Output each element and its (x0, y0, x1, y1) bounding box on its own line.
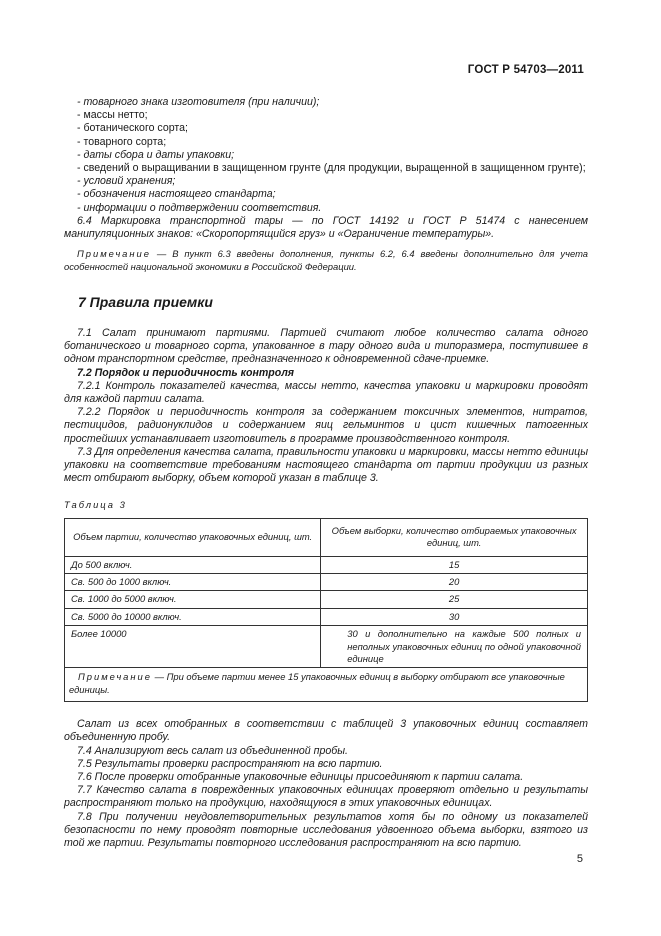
table-row (65, 591, 588, 608)
paragraph-7-8: 7.8 При получении неудовлетворительных результатов хотя бы по одному из показателей безопасности по нему проводят повторные исследования удвоенного объема выборки, взятого из той же партии. Результаты повторного исследования распространяют на всю партию. (64, 810, 588, 849)
table-header-row (65, 518, 588, 556)
table-cell: Св. 500 до 1000 включ. (65, 573, 321, 590)
list-item: - обозначения настоящего стандарта; (77, 188, 276, 201)
page-number: 5 (576, 853, 583, 865)
paragraph-7-2-1: 7.2.1 Контроль показателей качества, массы нетто, качества упаковки и маркировки проводят для каждой партии салата. (64, 379, 588, 406)
table-cell: Св. 5000 до 10000 включ. (65, 608, 321, 625)
table-cell: 30 (321, 608, 588, 625)
table-header-cell: Объем партии, количество упаковочных единиц, шт. (65, 518, 321, 556)
note-label: Примечание (77, 248, 151, 260)
table-cell: 15 (321, 556, 588, 573)
paragraph-6-4: 6.4 Маркировка транспортной тары — по ГОСТ 14192 и ГОСТ Р 51474 с нанесением манипуляционных знаков: «Скоропортящийся груз» и «Ограничение температуры». (64, 214, 588, 241)
table-cell: Более 10000 (65, 626, 321, 668)
list-item: - информации о подтверждении соответствия. (77, 201, 322, 214)
list-item: - товарного знака изготовителя (при наличии); (77, 96, 320, 108)
note-text: — При объеме партии менее 15 упаковочных единиц в выборку отбирают все упаковочные единицы. (69, 671, 565, 695)
paragraph-7-1: 7.1 Салат принимают партиями. Партией считают любое количество салата одного ботанического и товарного сорта, упакованное в тару одного вида и типоразмера, поступившее в одном транспортном средстве, предназначенного к одновременной сдаче-приемке. (64, 327, 588, 366)
section-7-title: 7 Правила приемки (78, 294, 213, 311)
list-item: - массы нетто; (77, 109, 148, 122)
list-item: - товарного сорта; (77, 135, 167, 148)
table-cell: 30 и дополнительно на каждые 500 полных и неполных упаковочных единиц по одной упаковочной единице (321, 626, 588, 668)
paragraph-7-6: 7.6 После проверки отобранные упаковочные единицы присоединяют к партии салата. (77, 770, 524, 783)
table-row (65, 556, 588, 573)
list-item: - даты сбора и даты упаковки; (77, 148, 235, 161)
paragraph-7-2-2: 7.2.2 Порядок и периодичность контроля за содержанием токсичных элементов, нитратов, пестицидов, радионуклидов и содержанием яиц гельминтов и цист кишечных патогенных простейших устанавливает изготовитель в программе производственного контроля. (64, 406, 588, 445)
paragraph-7-3: 7.3 Для определения качества салата, правильности упаковки и маркировки, массы нетто единицы упаковки на соответствие требованиям настоящего стандарта от партии продукции из разных мест отбирают выборку, объем которой указан в таблице 3. (64, 445, 588, 485)
table-header-cell: Объем выборки, количество отбираемых упаковочных единиц, шт. (321, 518, 588, 556)
note-text: — В пункт 6.3 введены дополнения, пункты 6.2, 6.4 введены дополнительно для учета особенностей национальной экономики в Российской Федерации. (64, 248, 588, 272)
list-item: - ботанического сорта; (77, 122, 188, 135)
table-row (65, 573, 588, 590)
table-cell: Св. 1000 до 5000 включ. (65, 591, 321, 608)
table-cell: До 500 включ. (65, 556, 321, 573)
paragraph-7-4: 7.4 Анализируют весь салат из объединенной пробы. (77, 744, 348, 757)
table-row (65, 608, 588, 625)
list-item: - сведений о выращивании в защищенном грунте (для продукции, выращенной в защищенном грунте); (77, 162, 586, 175)
table-note (65, 668, 588, 702)
paragraph-combined-sample: Салат из всех отобранных в соответствии с таблицей 3 упаковочных единиц составляет объединенную пробу. (64, 718, 588, 744)
sampling-table (64, 518, 588, 702)
subheading-7-2: 7.2 Порядок и периодичность контроля (77, 366, 295, 379)
paragraph-7-5: 7.5 Результаты проверки распространяют на всю партию. (77, 757, 383, 770)
note-label: Примечание (78, 671, 152, 683)
page-body (64, 96, 588, 850)
table-row (65, 626, 588, 668)
table-caption: Таблица 3 (64, 499, 127, 511)
table-cell: 25 (321, 591, 588, 608)
document-code-header: ГОСТ Р 54703—2011 (467, 64, 584, 76)
table-cell: 20 (321, 573, 588, 590)
paragraph-7-7: 7.7 Качество салата в поврежденных упаковочных единицах проверяют отдельно и результаты распространяют только на продукцию, находящуюся в этих упаковочных единицах. (64, 784, 588, 810)
table-note-row (65, 668, 588, 702)
note-paragraph (64, 248, 588, 273)
list-item: - условий хранения; (77, 175, 176, 188)
